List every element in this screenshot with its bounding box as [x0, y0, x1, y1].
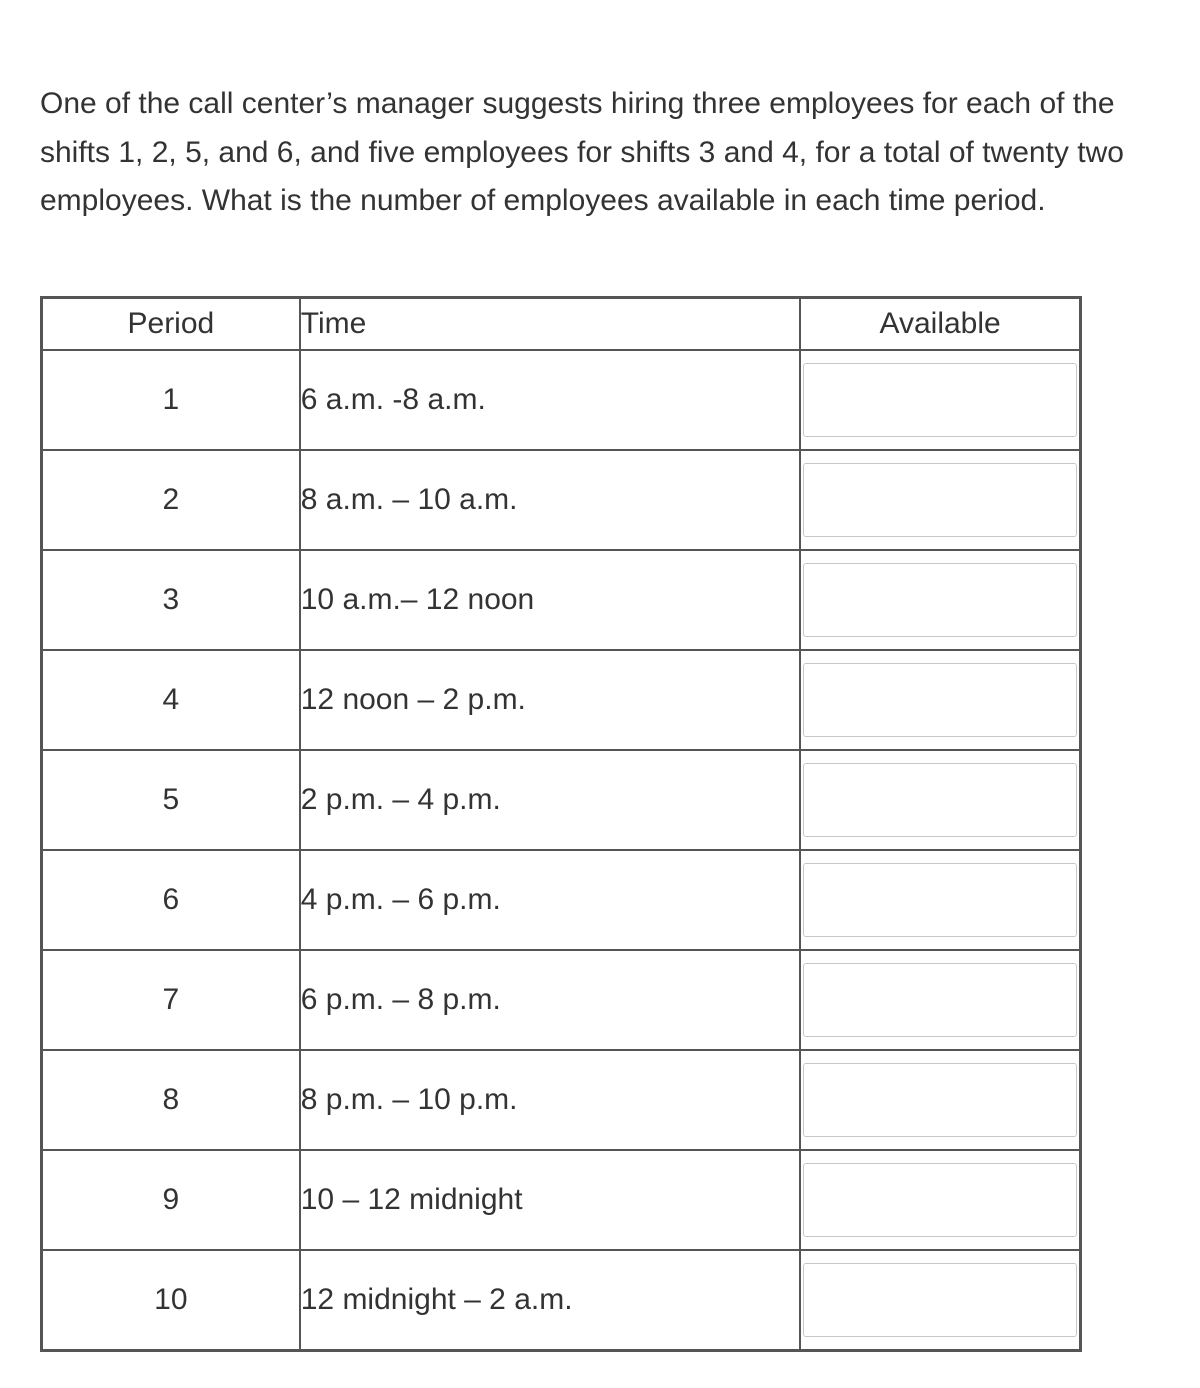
available-input-period-7[interactable]	[803, 963, 1077, 1037]
available-input-period-10[interactable]	[803, 1263, 1077, 1337]
table-row	[42, 1250, 1081, 1350]
available-cell	[800, 950, 1080, 1050]
period-cell: 7	[42, 950, 300, 1050]
available-input-period-9[interactable]	[803, 1163, 1077, 1237]
available-cell	[800, 1050, 1080, 1150]
period-cell: 4	[42, 650, 300, 750]
table-row	[42, 650, 1081, 750]
table-row	[42, 450, 1081, 550]
period-cell: 3	[42, 550, 300, 650]
available-cell	[800, 550, 1080, 650]
period-cell: 5	[42, 750, 300, 850]
header-available: Available	[800, 298, 1080, 350]
table-row	[42, 950, 1081, 1050]
time-cell: 2 p.m. – 4 p.m.	[300, 750, 800, 850]
available-cell	[800, 850, 1080, 950]
table-row	[42, 1050, 1081, 1150]
available-cell	[800, 650, 1080, 750]
available-input-period-6[interactable]	[803, 863, 1077, 937]
header-time: Time	[300, 298, 800, 350]
time-cell: 8 p.m. – 10 p.m.	[300, 1050, 800, 1150]
period-cell: 10	[42, 1250, 300, 1350]
available-cell	[800, 450, 1080, 550]
time-cell: 10 – 12 midnight	[300, 1150, 800, 1250]
time-cell: 6 a.m. -8 a.m.	[300, 350, 800, 450]
period-cell: 6	[42, 850, 300, 950]
available-input-period-5[interactable]	[803, 763, 1077, 837]
time-cell: 4 p.m. – 6 p.m.	[300, 850, 800, 950]
available-cell	[800, 1150, 1080, 1250]
period-cell: 8	[42, 1050, 300, 1150]
question-text: One of the call center’s manager suggests hiring three employees for each of the shifts 1, 2, 5, and 6, and five employees for shifts 3 and 4, for a total of twenty two employees. What is the number of employees available in each time period.	[40, 87, 1124, 217]
available-input-period-3[interactable]	[803, 563, 1077, 637]
table-header-row	[42, 298, 1081, 350]
period-cell: 1	[42, 350, 300, 450]
available-cell	[800, 750, 1080, 850]
table-row	[42, 550, 1081, 650]
period-cell: 2	[42, 450, 300, 550]
table-row	[42, 350, 1081, 450]
time-cell: 8 a.m. – 10 a.m.	[300, 450, 800, 550]
time-cell: 10 a.m.– 12 noon	[300, 550, 800, 650]
table-row	[42, 850, 1081, 950]
availability-table	[40, 296, 1082, 1352]
time-cell: 12 midnight – 2 a.m.	[300, 1250, 800, 1350]
available-input-period-2[interactable]	[803, 463, 1077, 537]
time-cell: 12 noon – 2 p.m.	[300, 650, 800, 750]
available-cell	[800, 350, 1080, 450]
header-period: Period	[42, 298, 300, 350]
table-row	[42, 750, 1081, 850]
available-input-period-1[interactable]	[803, 363, 1077, 437]
time-cell: 6 p.m. – 8 p.m.	[300, 950, 800, 1050]
table-row	[42, 1150, 1081, 1250]
available-input-period-4[interactable]	[803, 663, 1077, 737]
period-cell: 9	[42, 1150, 300, 1250]
available-input-period-8[interactable]	[803, 1063, 1077, 1137]
available-cell	[800, 1250, 1080, 1350]
